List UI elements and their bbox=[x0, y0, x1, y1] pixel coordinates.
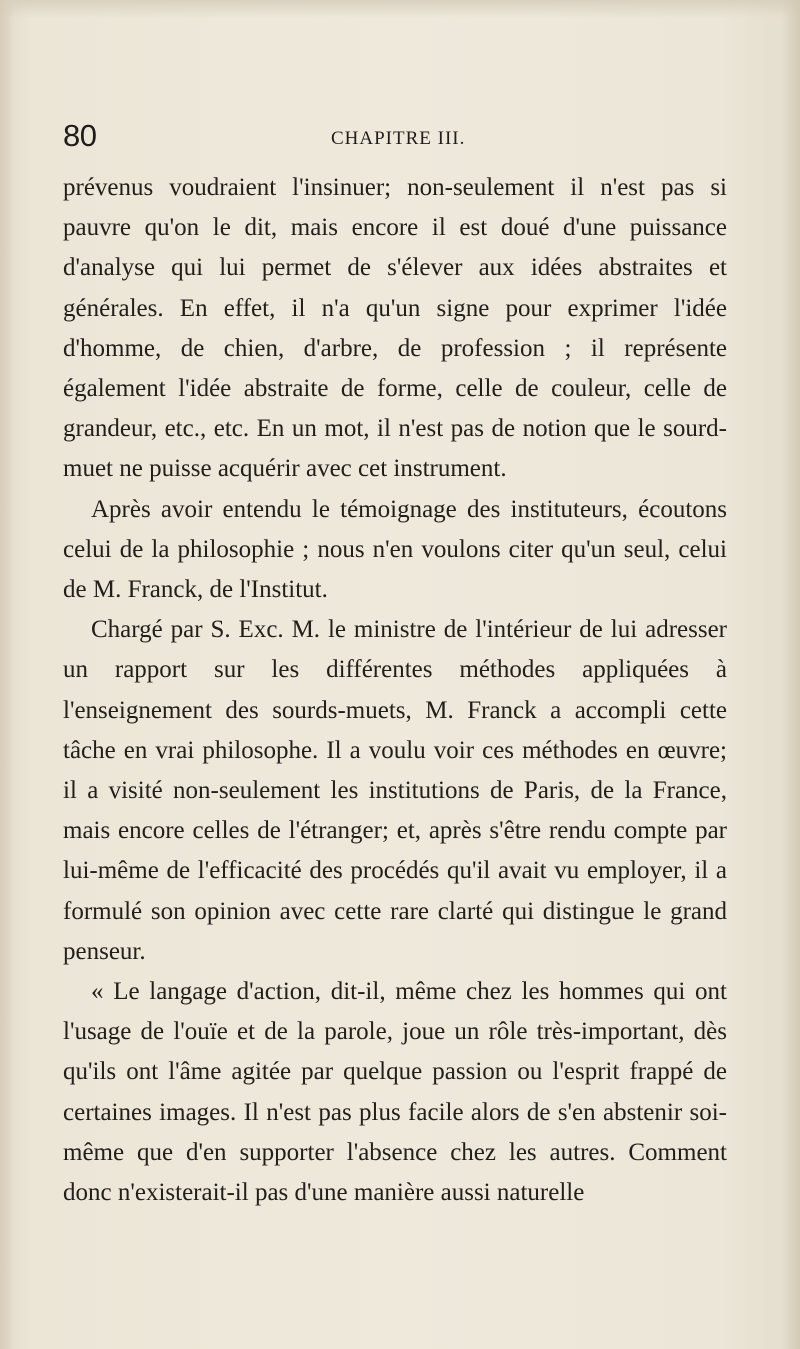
running-head: CHAPITRE III. bbox=[331, 128, 466, 149]
paragraph-4: « Le langage d'action, dit-il, même chez les hommes qui ont l'usage de l'ouïe et de la parole, joue un rôle très-important, dès qu'ils ont l'âme agitée par quelque passion ou l'esprit frappé de certaines images. Il n'est pas plus facile alors de s'en abstenir soi-même que d'en supporter l'absence chez les autres. Comment donc n'existerait-il pas d'une manière aussi naturelle bbox=[63, 978, 727, 1207]
paragraph-3: Chargé par S. Exc. M. le ministre de l'intérieur de lui adresser un rapport sur les différentes méthodes appliquées à l'enseignement des sourds-muets, M. Franck a accompli cette tâche en vrai philosophe. Il a voulu voir ces méthodes en œuvre; il a visité non-seulement les institutions de Paris, de la France, mais encore celles de l'étranger; et, après s'être rendu compte par lui-même de l'efficacité des procédés qu'il avait vu employer, il a formulé son opinion avec cette rare clarté qui distingue le grand penseur. bbox=[63, 616, 727, 965]
body-text bbox=[63, 168, 727, 1213]
paragraph-1: prévenus voudraient l'insinuer; non-seulement il n'est pas si pauvre qu'on le dit, mais encore il est doué d'une puissance d'analyse qui lui permet de s'élever aux idées abstraites et générales. En effet, il n'a qu'un signe pour exprimer l'idée d'homme, de chien, d'arbre, de profession ; il représente également l'idée abstraite de forme, celle de couleur, celle de grandeur, etc., etc. En un mot, il n'est pas de notion que le sourd-muet ne puisse acquérir avec cet instrument. bbox=[63, 174, 727, 483]
page-header bbox=[63, 118, 727, 158]
page-edge-shadow-top bbox=[0, 0, 800, 18]
paragraph-2: Après avoir entendu le témoignage des instituteurs, écoutons celui de la philosophie ; nous n'en voulons citer qu'un seul, celui de M. Franck, de l'Institut. bbox=[63, 495, 727, 604]
page-number: 80 bbox=[63, 118, 97, 153]
page-edge-shadow-right bbox=[782, 0, 800, 1349]
page-edge-shadow-left bbox=[0, 0, 14, 1349]
